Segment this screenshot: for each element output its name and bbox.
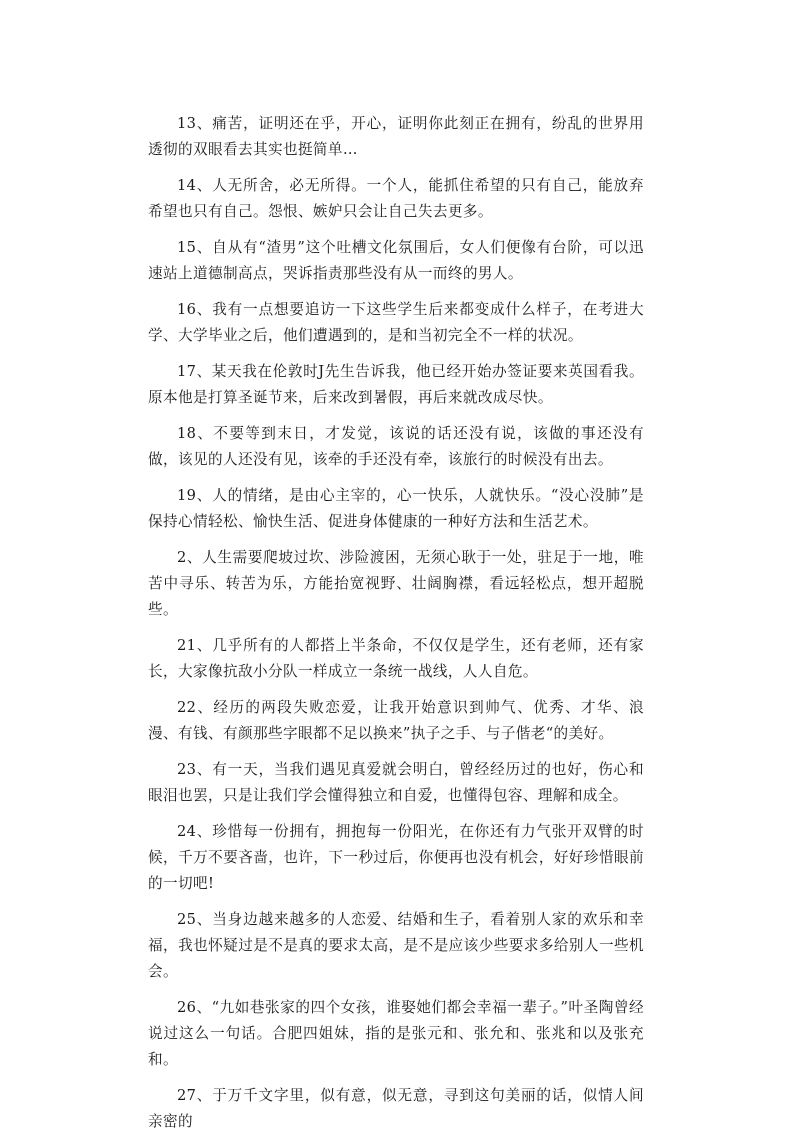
document-body [148,111,644,1145]
paragraph-14: 14、人无所舍，必无所得。一个人，能抓住希望的只有自己，能放弃希望也只有自己。怨恨、嫉妒只会让自己失去更多。 [148,177,644,220]
paragraph-16: 16、我有一点想要追访一下这些学生后来都变成什么样子，在考进大学、大学毕业之后，他们遭遇到的，是和当初完全不一样的状况。 [148,301,644,344]
paragraph-21: 21、几乎所有的人都搭上半条命，不仅仅是学生，还有老师，还有家长，大家像抗敌小分队一样成立一条统一战线，人人自危。 [148,637,644,680]
paragraph-27: 27、于万千文字里，似有意，似无意，寻到这句美丽的话，似情人间亲密的 [148,1087,644,1130]
paragraph-26: 26、“九如巷张家的四个女孩，谁娶她们都会幸福一辈子。”叶圣陶曾经说过这么一句话。合肥四姐妹，指的是张元和、张允和、张兆和以及张充和。 [148,999,644,1068]
paragraph-15: 15、自从有“渣男”这个吐槽文化氛围后，女人们便像有台阶，可以迅速站上道德制高点，哭诉指责那些没有从一而终的男人。 [148,239,644,282]
paragraph-25: 25、当身边越来越多的人恋爱、结婚和生子，看着别人家的欢乐和幸福，我也怀疑过是不是真的要求太高，是不是应该少些要求多给别人一些机会。 [148,911,644,980]
paragraph-13: 13、痛苦，证明还在乎，开心，证明你此刻正在拥有，纷乱的世界用透彻的双眼看去其实也挺简单… [148,115,644,158]
paragraph-22: 22、经历的两段失败恋爱，让我开始意识到帅气、优秀、才华、浪漫、有钱、有颜那些字眼都不足以换来”执子之手、与子偕老“的美好。 [148,699,644,742]
paragraph-23: 23、有一天，当我们遇见真爱就会明白，曾经经历过的也好，伤心和眼泪也罢，只是让我们学会懂得独立和自爱，也懂得包容、理解和成全。 [148,761,644,804]
paragraph-18: 18、不要等到末日，才发觉，该说的话还没有说，该做的事还没有做，该见的人还没有见，该牵的手还没有牵，该旅行的时候没有出去。 [148,425,644,468]
paragraph-17: 17、某天我在伦敦时J先生告诉我，他已经开始办签证要来英国看我。原本他是打算圣诞节来，后来改到暑假，再后来就改成尽快。 [148,363,644,406]
paragraph-19: 19、人的情绪，是由心主宰的，心一快乐，人就快乐。“没心没肺”是保持心情轻松、愉快生活、促进身体健康的一种好方法和生活艺术。 [148,487,644,530]
paragraph-2: 2、人生需要爬坡过坎、涉险渡困，无须心耿于一处，驻足于一地，唯苦中寻乐、转苦为乐，方能抬宽视野、壮阔胸襟，看远轻松点，想开超脱些。 [148,549,644,618]
paragraph-24: 24、珍惜每一份拥有，拥抱每一份阳光，在你还有力气张开双臂的时候，千万不要吝啬，也许，下一秒过后，你便再也没有机会，好好珍惜眼前的一切吧! [148,823,644,892]
